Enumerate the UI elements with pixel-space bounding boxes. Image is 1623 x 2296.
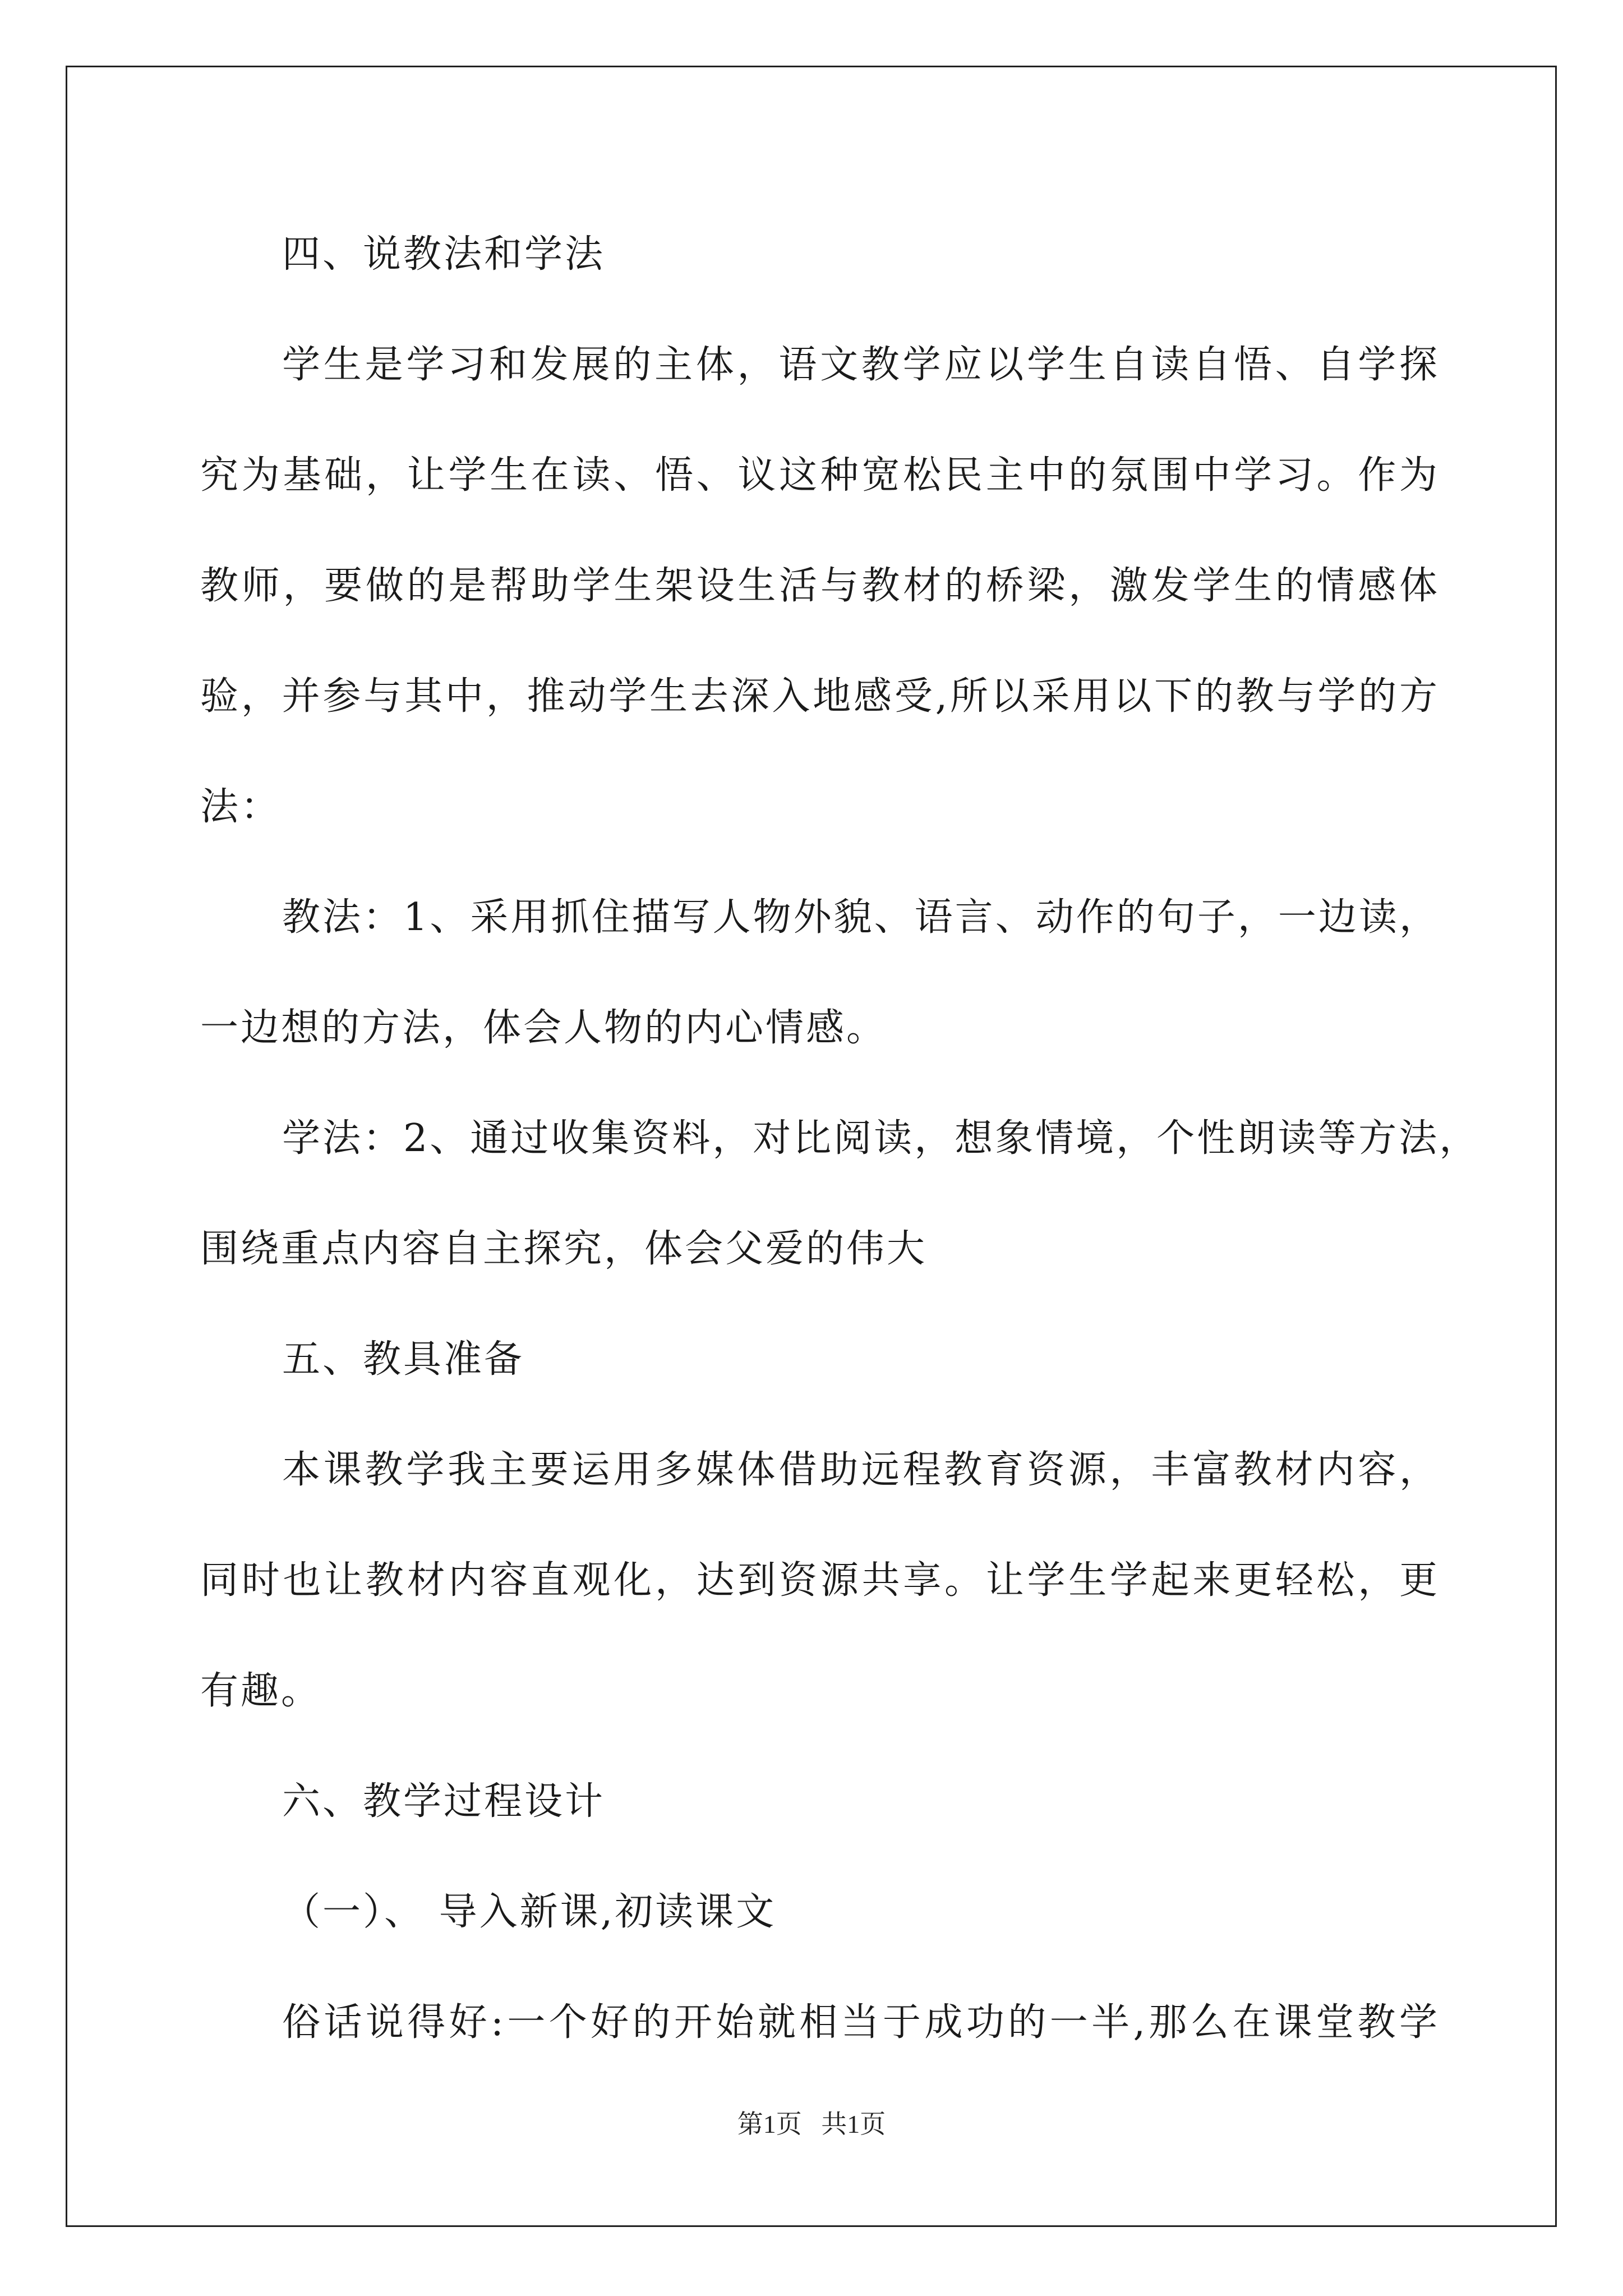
paragraph-line: 验，并参与其中，推动学生去深入地感受,所以采用以下的教与学的方 — [200, 674, 1440, 719]
document-body — [200, 199, 1480, 2078]
paragraph-line: 本课教学我主要运用多媒体借助远程教育资源，丰富教材内容， — [282, 1448, 1440, 1492]
paragraph-line: 有趣。 — [200, 1669, 322, 1713]
paragraph-line: 究为基础，让学生在读、悟、议这种宽松民主中的氛围中学习。作为 — [200, 453, 1440, 498]
paragraph-line: 同时也让教材内容直观化，达到资源共享。让学生学起来更轻松，更 — [200, 1558, 1440, 1603]
paragraph-line: 教师，要做的是帮助学生架设生活与教材的桥梁，激发学生的情感体 — [200, 564, 1440, 608]
paragraph-line: 围绕重点内容自主探究，体会父爱的伟大 — [200, 1227, 928, 1271]
paragraph-line: 学法：2、通过收集资料，对比阅读，想象情境，个性朗读等方法， — [282, 1116, 1480, 1161]
heading-teaching-aids: 五、教具准备 — [282, 1337, 525, 1382]
paragraph-line: 学生是学习和发展的主体，语文教学应以学生自读自悟、自学探 — [282, 343, 1440, 387]
heading-teaching-process: 六、教学过程设计 — [282, 1779, 606, 1824]
paragraph-line: 俗话说得好:一个好的开始就相当于成功的一半,那么在课堂教学 — [282, 2000, 1440, 2045]
heading-teaching-methods: 四、说教法和学法 — [282, 232, 606, 277]
page-footer: 第1页 共1页 — [737, 2110, 886, 2138]
subheading-introduction: （一）、 导入新课,初读课文 — [282, 1890, 777, 1934]
paragraph-line: 法： — [200, 785, 282, 829]
paragraph-line: 教法：1、采用抓住描写人物外貌、语言、动作的句子，一边读， — [282, 895, 1440, 940]
paragraph-line: 一边想的方法，体会人物的内心情感。 — [200, 1006, 887, 1050]
